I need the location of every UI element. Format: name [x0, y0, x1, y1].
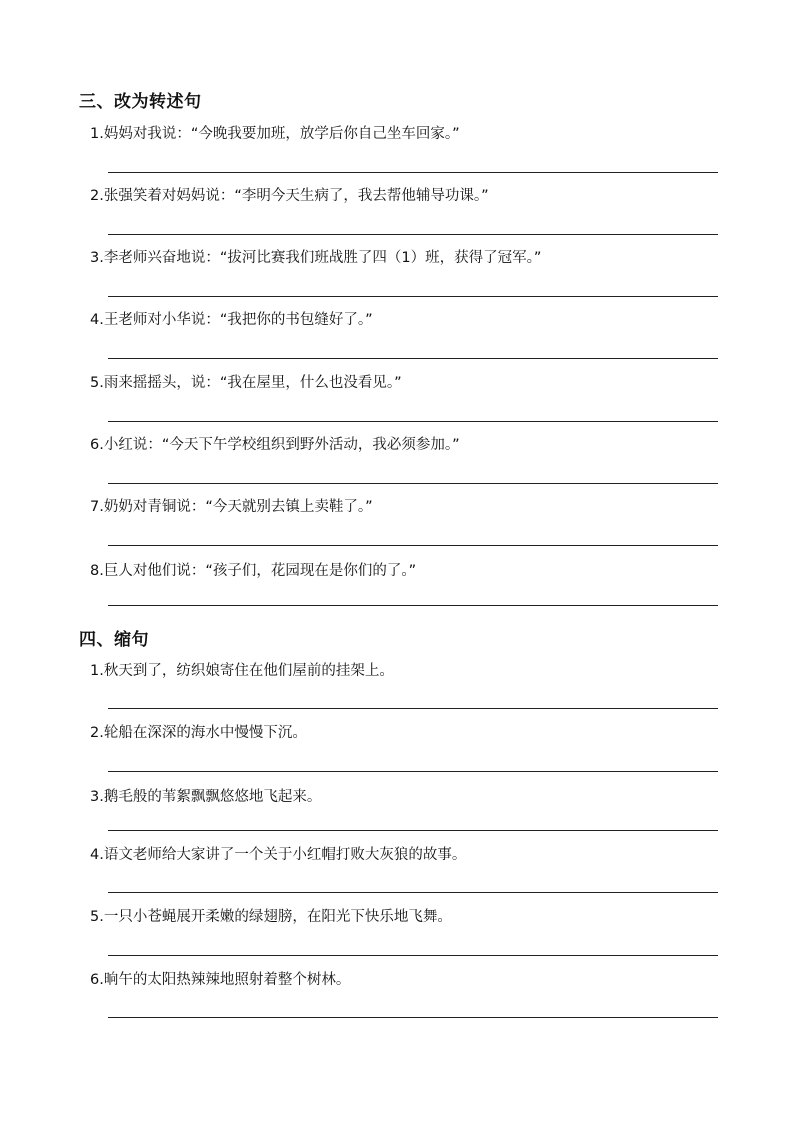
section4-title: 四、缩句 — [79, 630, 149, 650]
answer-line-3-8[interactable] — [108, 605, 718, 606]
question-3-1: 1.妈妈对我说：“今晚我要加班，放学后你自己坐车回家。” — [90, 126, 460, 142]
answer-line-4-6[interactable] — [108, 1017, 718, 1018]
question-3-6: 6.小红说：“今天下午学校组织到野外活动，我必须参加。” — [90, 437, 460, 453]
question-4-3: 3.鹅毛般的苇絮飘飘悠悠地飞起来。 — [90, 789, 322, 805]
answer-line-3-7[interactable] — [108, 545, 718, 546]
answer-line-3-4[interactable] — [108, 358, 718, 359]
answer-line-3-3[interactable] — [108, 296, 718, 297]
question-3-7: 7.奶奶对青铜说：“今天就别去镇上卖鞋了。” — [90, 499, 373, 515]
question-4-5: 5.一只小苍蝇展开柔嫩的绿翅膀，在阳光下快乐地飞舞。 — [90, 909, 452, 925]
answer-line-4-4[interactable] — [108, 892, 718, 893]
question-4-2: 2.轮船在深深的海水中慢慢下沉。 — [90, 725, 307, 741]
question-4-6: 6.晌午的太阳热辣辣地照射着整个树林。 — [90, 972, 351, 988]
question-3-8: 8.巨人对他们说：“孩子们，花园现在是你们的了。” — [90, 563, 417, 579]
answer-line-4-5[interactable] — [108, 955, 718, 956]
answer-line-4-1[interactable] — [108, 708, 718, 709]
answer-line-3-1[interactable] — [108, 172, 718, 173]
question-4-1: 1.秋天到了，纺织娘寄住在他们屋前的挂架上。 — [90, 663, 394, 679]
answer-line-3-2[interactable] — [108, 234, 718, 235]
answer-line-4-3[interactable] — [108, 830, 718, 831]
answer-line-3-6[interactable] — [108, 483, 718, 484]
question-4-4: 4.语文老师给大家讲了一个关于小红帽打败大灰狼的故事。 — [90, 847, 467, 863]
question-3-2: 2.张强笑着对妈妈说：“李明今天生病了，我去帮他辅导功课。” — [90, 188, 489, 204]
section3-title: 三、改为转述句 — [79, 92, 202, 112]
answer-line-4-2[interactable] — [108, 771, 718, 772]
answer-line-3-5[interactable] — [108, 421, 718, 422]
question-3-5: 5.雨来摇摇头，说：“我在屋里，什么也没看见。” — [90, 375, 402, 391]
question-3-4: 4.王老师对小华说：“我把你的书包缝好了。” — [90, 312, 373, 328]
question-3-3: 3.李老师兴奋地说：“拔河比赛我们班战胜了四（1）班，获得了冠军。” — [90, 250, 542, 266]
